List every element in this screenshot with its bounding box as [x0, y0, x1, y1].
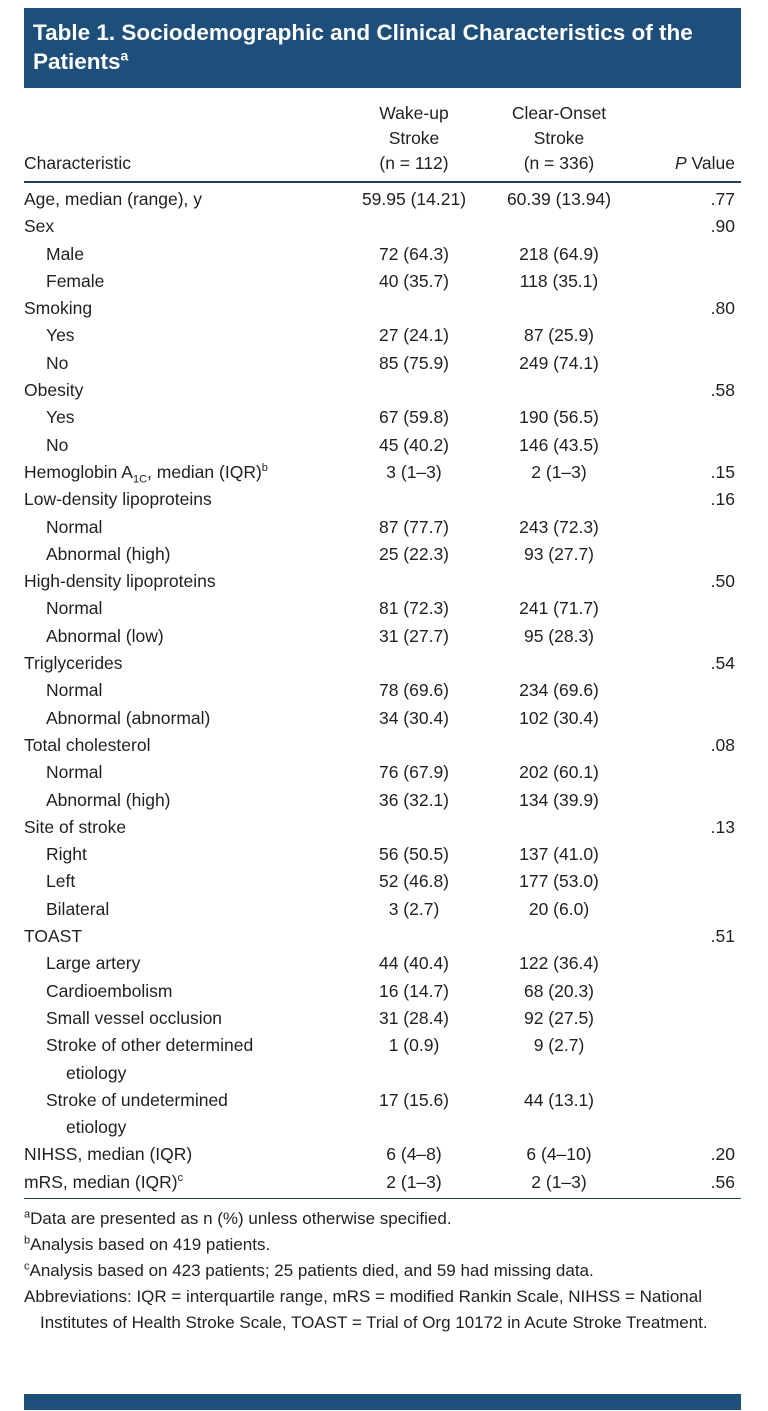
header-line: Wake-up — [379, 103, 449, 123]
table-row — [24, 623, 741, 650]
clear-onset-value: 44 (13.1) — [523, 1089, 595, 1110]
wakeup-value: 85 (75.9) — [378, 352, 450, 373]
table-row — [24, 705, 741, 732]
row-label: Yes — [46, 407, 75, 428]
row-label: Small vessel occlusion — [46, 1007, 223, 1028]
clear-onset-value: 243 (72.3) — [519, 516, 599, 537]
p-value: .15 — [710, 461, 735, 482]
row-label: Normal — [46, 516, 103, 537]
table-row — [24, 978, 741, 1005]
table-row — [24, 814, 741, 841]
table-row — [24, 1087, 741, 1142]
table-row — [24, 241, 741, 268]
wakeup-value: 78 (69.6) — [378, 680, 450, 701]
wakeup-value: 1 (0.9) — [388, 1035, 440, 1056]
footnote: $^b$Analysis based on 419 patients. — [24, 1234, 271, 1254]
table-row — [24, 787, 741, 814]
table-row — [24, 568, 741, 595]
table — [24, 101, 741, 1336]
row-label: Age, median (range), y — [24, 189, 203, 209]
p-value: .16 — [710, 489, 735, 510]
table-row — [24, 322, 741, 349]
wakeup-value: 45 (40.2) — [378, 434, 450, 455]
column-header-clear-onset-stroke — [484, 101, 634, 176]
page — [0, 8, 768, 1411]
clear-onset-value: 60.39 (13.94) — [506, 189, 612, 209]
table-body — [24, 183, 741, 1199]
clear-onset-value: 234 (69.6) — [519, 680, 599, 701]
row-label: High-density lipoproteins — [24, 571, 216, 592]
wakeup-value: 40 (35.7) — [378, 270, 450, 291]
footnote: $^c$Analysis based on 423 patients; 25 patients died, and 59 had missing data. — [24, 1260, 594, 1280]
table-title-banner — [24, 8, 741, 88]
table-row — [24, 1169, 741, 1196]
table-row — [24, 377, 741, 404]
clear-onset-value: 134 (39.9) — [519, 789, 599, 810]
row-label: Right — [46, 844, 87, 865]
footnotes — [24, 1206, 741, 1336]
p-value: .08 — [710, 734, 735, 755]
wakeup-value: 81 (72.3) — [378, 598, 450, 619]
wakeup-value: 36 (32.1) — [378, 789, 450, 810]
clear-onset-value: 2 (1–3) — [531, 461, 587, 482]
row-label: mRS, median (IQR)$^c$ — [24, 1171, 184, 1192]
header-line: Stroke — [388, 128, 440, 148]
table-title: Table 1. Sociodemographic and Clinical Characteristics of the Patients — [33, 20, 693, 74]
row-label: Yes — [46, 325, 75, 346]
row-label: Abnormal (high) — [46, 543, 171, 564]
table-row — [24, 295, 741, 322]
row-label: Low-density lipoproteins — [24, 489, 212, 510]
table-row — [24, 732, 741, 759]
table-row — [24, 432, 741, 459]
wakeup-value: 31 (28.4) — [378, 1007, 450, 1028]
wakeup-value: 72 (64.3) — [378, 243, 450, 264]
row-label: Sex — [24, 216, 55, 237]
row-label: Hemoglobin $A_{1C}$, median (IQR)$^b$ — [24, 461, 268, 486]
wakeup-value: 87 (77.7) — [378, 516, 450, 537]
p-value: .54 — [710, 653, 735, 674]
wakeup-value: 56 (50.5) — [378, 844, 450, 865]
footnote: Abbreviations: IQR = interquartile range, mRS = modified Rankin Scale, NIHSS = National Institutes of Health Stroke Scale, TOAST = Trial of Org 10172 in Acute Stroke Treatment. — [24, 1286, 708, 1332]
row-label: Male — [46, 243, 84, 264]
clear-onset-value: 177 (53.0) — [519, 871, 599, 892]
table-row — [24, 1141, 741, 1168]
clear-onset-value: 122 (36.4) — [519, 953, 599, 974]
p-value: .13 — [710, 816, 735, 837]
row-label: Total cholesterol — [24, 734, 151, 755]
p-value: .90 — [710, 216, 735, 237]
wakeup-value: 3 (1–3) — [386, 461, 442, 482]
p-value: .50 — [710, 571, 735, 592]
clear-onset-value: 102 (30.4) — [519, 707, 599, 728]
wakeup-value: 44 (40.4) — [378, 953, 450, 974]
table-row — [24, 459, 741, 486]
clear-onset-value: 137 (41.0) — [519, 844, 599, 865]
header-line: (n = 336) — [523, 153, 595, 173]
table-row — [24, 950, 741, 977]
wakeup-value: 76 (67.9) — [378, 762, 450, 783]
table-header-row — [24, 101, 741, 183]
table-row — [24, 841, 741, 868]
row-label: Site of stroke — [24, 816, 127, 837]
clear-onset-value: 118 (35.1) — [519, 270, 599, 291]
wakeup-value: 34 (30.4) — [378, 707, 450, 728]
table-row — [24, 350, 741, 377]
table-row — [24, 1005, 741, 1032]
table-row — [24, 514, 741, 541]
header-line: (n = 112) — [379, 153, 449, 173]
row-label: Abnormal (high) — [46, 789, 171, 810]
row-label: Normal — [46, 598, 103, 619]
clear-onset-value: 9 (2.7) — [533, 1035, 585, 1056]
p-value: .58 — [710, 380, 735, 401]
table-row — [24, 759, 741, 786]
clear-onset-value: 95 (28.3) — [523, 625, 595, 646]
p-value: .80 — [710, 298, 735, 319]
wakeup-value: 31 (27.7) — [378, 625, 450, 646]
row-label: Smoking — [24, 298, 93, 319]
wakeup-value: 3 (2.7) — [388, 898, 440, 919]
clear-onset-value: 2 (1–3) — [531, 1171, 587, 1192]
row-label: Left — [46, 871, 76, 892]
clear-onset-value: 190 (56.5) — [519, 407, 599, 428]
column-header-wakeup-stroke — [344, 101, 484, 176]
table-row — [24, 404, 741, 431]
wakeup-value: 16 (14.7) — [378, 980, 450, 1001]
table-row — [24, 595, 741, 622]
wakeup-value: 59.95 (14.21) — [361, 189, 467, 209]
row-label: Cardioembolism — [46, 980, 173, 1001]
table-row — [24, 186, 741, 213]
clear-onset-value: 68 (20.3) — [523, 980, 595, 1001]
clear-onset-value: 20 (6.0) — [528, 898, 590, 919]
clear-onset-value: 6 (4–10) — [526, 1144, 592, 1165]
clear-onset-value: 241 (71.7) — [519, 598, 599, 619]
table-row — [24, 1032, 741, 1087]
row-label: NIHSS, median (IQR) — [24, 1144, 193, 1165]
wakeup-value: 17 (15.6) — [378, 1089, 450, 1110]
p-value: .20 — [710, 1144, 735, 1165]
row-label: No — [46, 352, 69, 373]
wakeup-value: 6 (4–8) — [386, 1144, 442, 1165]
clear-onset-value: 146 (43.5) — [519, 434, 599, 455]
wakeup-value: 27 (24.1) — [378, 325, 450, 346]
row-label: Abnormal (abnormal) — [46, 707, 211, 728]
table-title-footnote-marker: a — [120, 47, 129, 64]
row-label: Obesity — [24, 380, 84, 401]
row-label: No — [46, 434, 69, 455]
footnote: $^a$Data are presented as n (%) unless otherwise specified. — [24, 1208, 452, 1228]
row-label: Large artery — [46, 953, 141, 974]
table-row — [24, 896, 741, 923]
table-row — [24, 923, 741, 950]
wakeup-value: 67 (59.8) — [378, 407, 450, 428]
row-label: Triglycerides — [24, 653, 123, 674]
table-row — [24, 268, 741, 295]
row-label: TOAST — [24, 926, 83, 947]
header-line: Stroke — [533, 128, 585, 148]
column-header-characteristic: Characteristic — [24, 153, 131, 173]
table-row — [24, 677, 741, 704]
row-label: Normal — [46, 762, 103, 783]
p-value: .51 — [710, 926, 735, 947]
clear-onset-value: 202 (60.1) — [519, 762, 599, 783]
row-label: Female — [46, 270, 105, 291]
column-header-p-value: P Value — [674, 153, 735, 173]
wakeup-value: 52 (46.8) — [378, 871, 450, 892]
p-value: .77 — [710, 189, 735, 209]
row-label: Normal — [46, 680, 103, 701]
table-row — [24, 868, 741, 895]
header-line: Clear-Onset — [511, 103, 607, 123]
clear-onset-value: 249 (74.1) — [519, 352, 599, 373]
p-value: .56 — [710, 1171, 735, 1192]
wakeup-value: 25 (22.3) — [378, 543, 450, 564]
table-row — [24, 650, 741, 677]
row-label: Abnormal (low) — [46, 625, 164, 646]
clear-onset-value: 218 (64.9) — [519, 243, 599, 264]
bottom-rule-bar — [24, 1394, 741, 1410]
clear-onset-value: 87 (25.9) — [523, 325, 595, 346]
table-row — [24, 213, 741, 240]
clear-onset-value: 93 (27.7) — [523, 543, 595, 564]
wakeup-value: 2 (1–3) — [386, 1171, 442, 1192]
row-label: Bilateral — [46, 898, 110, 919]
table-row — [24, 541, 741, 568]
row-label: Stroke of undetermined etiology — [46, 1089, 228, 1138]
clear-onset-value: 92 (27.5) — [523, 1007, 595, 1028]
table-row — [24, 486, 741, 513]
row-label: Stroke of other determined etiology — [46, 1035, 254, 1083]
